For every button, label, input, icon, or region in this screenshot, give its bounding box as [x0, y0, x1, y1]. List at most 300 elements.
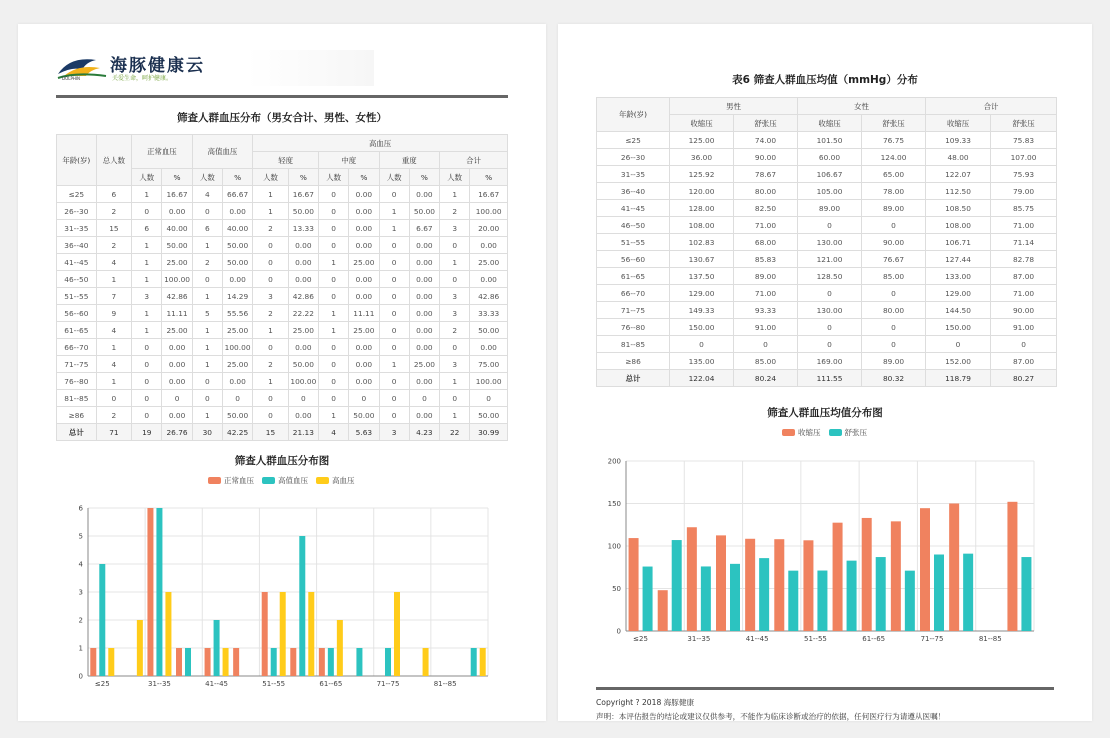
table-cell: 0 — [470, 390, 508, 407]
bar[interactable] — [156, 508, 162, 676]
table-cell: 75.93 — [991, 166, 1057, 183]
table-cell: 11.11 — [162, 305, 192, 322]
table-row — [57, 322, 508, 339]
legend-label: 高值血压 — [278, 476, 308, 485]
table-cell: 133.00 — [926, 268, 991, 285]
table-cell: 150.00 — [670, 319, 734, 336]
y-tick-label: 5 — [78, 532, 83, 541]
bar[interactable] — [108, 648, 114, 676]
table-cell: 122.07 — [926, 166, 991, 183]
table-cell: 0 — [132, 407, 162, 424]
table-cell: 0.00 — [288, 254, 318, 271]
bar[interactable] — [658, 590, 668, 631]
table-cell: 0.00 — [349, 186, 379, 203]
table-cell: 71--75 — [597, 302, 670, 319]
table-cell: 31--35 — [57, 220, 97, 237]
table-cell: 127.44 — [926, 251, 991, 268]
table-row — [57, 305, 508, 322]
bp-mean-table — [596, 97, 1057, 387]
table-cell: 89.00 — [862, 353, 926, 370]
bp-mean-chart — [596, 448, 1066, 648]
table-cell: 108.00 — [670, 217, 734, 234]
bar[interactable] — [949, 504, 959, 632]
table-cell: 93.33 — [734, 302, 798, 319]
bar[interactable] — [99, 564, 105, 676]
bar[interactable] — [319, 648, 325, 676]
legend-swatch — [829, 429, 842, 436]
table-cell: 1 — [253, 322, 288, 339]
table-cell: 55.56 — [222, 305, 252, 322]
table-cell: 0 — [318, 288, 348, 305]
table-cell: 118.79 — [926, 370, 991, 387]
table-cell: 91.00 — [734, 319, 798, 336]
table-cell: 1 — [379, 203, 409, 220]
y-tick-label: 1 — [78, 644, 83, 653]
table-cell: 102.83 — [670, 234, 734, 251]
x-tick-label: ≤25 — [633, 635, 648, 643]
table-cell: 0 — [798, 336, 862, 353]
table-cell: 36--40 — [597, 183, 670, 200]
x-tick-label: 51--55 — [262, 680, 286, 688]
table-cell: 30 — [192, 424, 222, 441]
bar[interactable] — [817, 571, 827, 631]
table-cell: 82.78 — [991, 251, 1057, 268]
table-cell: 1 — [96, 271, 131, 288]
table6-body — [597, 132, 1057, 387]
legend-item[interactable] — [782, 427, 821, 438]
bar[interactable] — [271, 648, 277, 676]
table-cell: 50.00 — [288, 356, 318, 373]
bar[interactable] — [471, 648, 477, 676]
table-cell: 4 — [96, 322, 131, 339]
table-cell: 0.00 — [349, 339, 379, 356]
table-cell: 0.00 — [349, 203, 379, 220]
bar[interactable] — [716, 535, 726, 631]
legend-label: 舒张压 — [844, 428, 867, 437]
table-cell: 25.00 — [222, 322, 252, 339]
table-cell: 0 — [349, 390, 379, 407]
table-cell: 46--50 — [597, 217, 670, 234]
table-cell: 13.33 — [288, 220, 318, 237]
table-cell: 0 — [132, 203, 162, 220]
table-cell: 0 — [132, 390, 162, 407]
table-row — [57, 288, 508, 305]
bar[interactable] — [920, 508, 930, 631]
table-cell: 0 — [318, 271, 348, 288]
table-cell: 71.00 — [734, 217, 798, 234]
bar[interactable] — [337, 620, 343, 676]
table-cell: 71.14 — [991, 234, 1057, 251]
table-cell: 0.00 — [409, 339, 439, 356]
table-cell: 0 — [862, 285, 926, 302]
col-count: 人数 — [440, 169, 470, 186]
table-cell: 1 — [132, 237, 162, 254]
table-cell: 108.00 — [926, 217, 991, 234]
y-tick-label: 4 — [78, 560, 83, 569]
table-cell: 71 — [96, 424, 131, 441]
table-cell: 0 — [798, 319, 862, 336]
col-diastolic: 舒张压 — [734, 115, 798, 132]
table-cell: 80.24 — [734, 370, 798, 387]
table-cell: 26--30 — [57, 203, 97, 220]
table-cell: 0.00 — [162, 356, 192, 373]
bp-distribution-table — [56, 134, 508, 441]
bar[interactable] — [214, 620, 220, 676]
table-cell: 0 — [409, 390, 439, 407]
table-cell: 0 — [132, 339, 162, 356]
bar[interactable] — [643, 567, 653, 631]
table-cell: 1 — [253, 186, 288, 203]
table-cell: 130.00 — [798, 234, 862, 251]
bar[interactable] — [356, 648, 362, 676]
table-cell: 85.00 — [862, 268, 926, 285]
table-cell: 85.83 — [734, 251, 798, 268]
bar[interactable] — [891, 521, 901, 631]
table-cell: ≥86 — [597, 353, 670, 370]
bar[interactable] — [774, 539, 784, 631]
table-cell: 2 — [253, 305, 288, 322]
table-cell: 25.00 — [349, 322, 379, 339]
table-cell: 0 — [798, 217, 862, 234]
bar[interactable] — [328, 648, 334, 676]
table-cell: 129.00 — [926, 285, 991, 302]
table-cell: 1 — [253, 373, 288, 390]
col-all: 合计 — [926, 98, 1057, 115]
table-cell: 6 — [132, 220, 162, 237]
bar[interactable] — [629, 538, 639, 631]
bar[interactable] — [147, 508, 153, 676]
table-cell: 90.00 — [991, 302, 1057, 319]
table-cell: 80.32 — [862, 370, 926, 387]
table-cell: 41--45 — [597, 200, 670, 217]
legend-item[interactable] — [208, 475, 254, 486]
bar[interactable] — [385, 648, 391, 676]
table-cell: 1 — [379, 220, 409, 237]
table-cell: 0 — [991, 336, 1057, 353]
table-cell: 25.00 — [288, 322, 318, 339]
bar[interactable] — [963, 554, 973, 631]
table-cell: 3 — [379, 424, 409, 441]
table-cell: 129.00 — [670, 285, 734, 302]
footer-copyright: Copyright ? 2018 海豚健康 — [596, 698, 695, 707]
table-cell: 80.00 — [862, 302, 926, 319]
table-cell: 25.00 — [470, 254, 508, 271]
bar[interactable] — [90, 648, 96, 676]
col-diastolic: 舒张压 — [991, 115, 1057, 132]
table-cell: 2 — [253, 356, 288, 373]
table-cell: 0 — [379, 390, 409, 407]
bar[interactable] — [1007, 502, 1017, 631]
table-cell: 87.00 — [991, 268, 1057, 285]
table-cell: 0.00 — [409, 186, 439, 203]
table-cell: 2 — [96, 237, 131, 254]
table-cell: 3 — [253, 288, 288, 305]
col-subtotal: 合计 — [440, 152, 508, 169]
bar[interactable] — [701, 566, 711, 631]
table-cell: 1 — [132, 305, 162, 322]
bar[interactable] — [262, 592, 268, 676]
table5-body — [57, 186, 508, 441]
table-cell: 25.00 — [162, 322, 192, 339]
table-cell: 50.00 — [288, 203, 318, 220]
table-cell: 0.00 — [409, 237, 439, 254]
x-tick-label: 81--85 — [433, 680, 457, 688]
bar[interactable] — [934, 555, 944, 632]
table-cell: 50.00 — [470, 322, 508, 339]
x-tick-label: 31--35 — [147, 680, 171, 688]
table-cell: 66--70 — [597, 285, 670, 302]
table-cell: 0.00 — [222, 203, 252, 220]
table-cell: 3 — [440, 356, 470, 373]
table-cell: 21.13 — [288, 424, 318, 441]
table-cell: 50.00 — [222, 237, 252, 254]
chart2-title: 筛查人群血压均值分布图 — [767, 407, 883, 419]
table-cell: 78.00 — [862, 183, 926, 200]
table-cell: 51--55 — [57, 288, 97, 305]
table-cell: 85.75 — [991, 200, 1057, 217]
table-cell: 76.75 — [862, 132, 926, 149]
bar[interactable] — [672, 540, 682, 631]
table-cell: 90.00 — [734, 149, 798, 166]
table-cell: 36.00 — [670, 149, 734, 166]
table-cell: 42.86 — [162, 288, 192, 305]
table-row — [57, 339, 508, 356]
col-pct: % — [409, 169, 439, 186]
table-row — [597, 353, 1057, 370]
table-cell: 76--80 — [597, 319, 670, 336]
table-cell: 1 — [192, 407, 222, 424]
footer-divider — [596, 687, 1054, 690]
chart2-legend — [782, 427, 867, 438]
table-cell: 40.00 — [222, 220, 252, 237]
table-cell: 20.00 — [470, 220, 508, 237]
table-cell: 50.00 — [349, 407, 379, 424]
bar[interactable] — [137, 620, 143, 676]
table-row — [597, 268, 1057, 285]
table-cell: 124.00 — [862, 149, 926, 166]
bar[interactable] — [299, 536, 305, 676]
table-cell: 2 — [192, 254, 222, 271]
table-cell: 75.00 — [470, 356, 508, 373]
x-tick-label: 31--35 — [687, 635, 711, 643]
table-cell: 128.50 — [798, 268, 862, 285]
table-cell: 14.29 — [222, 288, 252, 305]
table-cell: 0.00 — [409, 288, 439, 305]
brand-logo — [56, 50, 374, 86]
x-tick-label: 71--75 — [376, 680, 400, 688]
bar[interactable] — [833, 523, 843, 631]
bar[interactable] — [687, 527, 697, 631]
legend-swatch — [262, 477, 275, 484]
table-cell: 1 — [192, 339, 222, 356]
table-cell: 0.00 — [162, 407, 192, 424]
table-cell: 90.00 — [862, 234, 926, 251]
table-row — [597, 200, 1057, 217]
col-pct: % — [470, 169, 508, 186]
table-cell: 0 — [379, 237, 409, 254]
bar[interactable] — [788, 571, 798, 631]
table-cell: 0 — [440, 390, 470, 407]
col-pct: % — [349, 169, 379, 186]
table-cell: 74.00 — [734, 132, 798, 149]
table-cell: 25.00 — [162, 254, 192, 271]
col-high-normal: 高值血压 — [192, 135, 253, 169]
bar[interactable] — [423, 648, 429, 676]
table-cell: 总计 — [57, 424, 97, 441]
table-cell: 0.00 — [349, 271, 379, 288]
table-cell: 3 — [132, 288, 162, 305]
table-cell: 6.67 — [409, 220, 439, 237]
table-row — [597, 166, 1057, 183]
table-row — [597, 285, 1057, 302]
table-cell: 128.00 — [670, 200, 734, 217]
bar[interactable] — [862, 518, 872, 631]
table-cell: 1 — [192, 237, 222, 254]
table-row — [597, 336, 1057, 353]
table-cell: 0 — [96, 390, 131, 407]
col-count: 人数 — [253, 169, 288, 186]
table-cell: 0 — [253, 271, 288, 288]
chart1-title: 筛查人群血压分布图 — [234, 455, 330, 467]
table-cell: 112.50 — [926, 183, 991, 200]
table-cell: 25.00 — [349, 254, 379, 271]
table-cell: 51--55 — [597, 234, 670, 251]
table-cell: 0.00 — [409, 407, 439, 424]
bar[interactable] — [176, 648, 182, 676]
table-row — [57, 407, 508, 424]
table-cell: 0 — [318, 356, 348, 373]
table-cell: 122.04 — [670, 370, 734, 387]
bar[interactable] — [290, 648, 296, 676]
bar[interactable] — [223, 648, 229, 676]
table-cell: 0 — [798, 285, 862, 302]
table-cell: 22.22 — [288, 305, 318, 322]
table-row — [57, 373, 508, 390]
table-cell: 66--70 — [57, 339, 97, 356]
bar[interactable] — [905, 571, 915, 631]
table-cell: 40.00 — [162, 220, 192, 237]
table-cell: 50.00 — [222, 254, 252, 271]
table-cell: 65.00 — [862, 166, 926, 183]
table-cell: 0 — [379, 254, 409, 271]
bar[interactable] — [308, 592, 314, 676]
bar[interactable] — [280, 592, 286, 676]
table-cell: 85.00 — [734, 353, 798, 370]
table-cell: 169.00 — [798, 353, 862, 370]
table-cell: 100.00 — [162, 271, 192, 288]
table-cell: 0 — [379, 339, 409, 356]
table-row — [597, 132, 1057, 149]
col-count: 人数 — [379, 169, 409, 186]
table-cell: 1 — [96, 339, 131, 356]
table-cell: 15 — [253, 424, 288, 441]
y-tick-label: 0 — [78, 672, 83, 681]
table-cell: 61--65 — [57, 322, 97, 339]
y-tick-label: 6 — [78, 504, 83, 513]
report-page-right — [558, 24, 1092, 721]
table-cell: 0 — [379, 305, 409, 322]
legend-item[interactable] — [316, 475, 355, 486]
table-cell: 0.00 — [288, 271, 318, 288]
table-cell: 0.00 — [288, 237, 318, 254]
legend-item[interactable] — [829, 427, 868, 438]
table-cell: 33.33 — [470, 305, 508, 322]
bar[interactable] — [745, 539, 755, 631]
table-cell: 89.00 — [798, 200, 862, 217]
table-cell: 76--80 — [57, 373, 97, 390]
col-normal: 正常血压 — [132, 135, 193, 169]
table-cell: 80.00 — [734, 183, 798, 200]
table-cell: 41--45 — [57, 254, 97, 271]
legend-label: 正常血压 — [224, 476, 254, 485]
bar[interactable] — [876, 557, 886, 631]
bar[interactable] — [759, 558, 769, 631]
table-cell: 130.67 — [670, 251, 734, 268]
table-cell: 0.00 — [349, 373, 379, 390]
bar[interactable] — [730, 564, 740, 631]
table-row — [597, 149, 1057, 166]
bar[interactable] — [803, 540, 813, 631]
table-cell: 0 — [318, 220, 348, 237]
table-cell: 0.00 — [288, 407, 318, 424]
table-cell: 0 — [253, 254, 288, 271]
bar[interactable] — [394, 592, 400, 676]
col-hypertension: 高血压 — [253, 135, 508, 152]
bar[interactable] — [847, 561, 857, 631]
bar[interactable] — [165, 592, 171, 676]
col-age: 年龄(岁) — [57, 135, 97, 186]
bar[interactable] — [185, 648, 191, 676]
table-cell: 100.00 — [470, 203, 508, 220]
table-cell: 0 — [926, 336, 991, 353]
bar[interactable] — [205, 648, 211, 676]
chart1-legend — [208, 475, 355, 486]
bar[interactable] — [1021, 557, 1031, 631]
table-cell: 0 — [192, 203, 222, 220]
table-cell: 3 — [440, 220, 470, 237]
table-row — [597, 234, 1057, 251]
table-cell: 2 — [96, 407, 131, 424]
table-cell: 5.63 — [349, 424, 379, 441]
legend-item[interactable] — [262, 475, 308, 486]
bar[interactable] — [480, 648, 486, 676]
y-tick-label: 150 — [607, 500, 621, 508]
table-cell: 0.00 — [409, 373, 439, 390]
x-tick-label: ≤25 — [94, 680, 110, 688]
table-cell: 1 — [318, 322, 348, 339]
table-cell: 0 — [440, 271, 470, 288]
table-cell: 0 — [379, 288, 409, 305]
table-cell: 16.67 — [162, 186, 192, 203]
table-cell: 0.00 — [409, 322, 439, 339]
table-cell: 106.67 — [798, 166, 862, 183]
table-cell: 0 — [192, 373, 222, 390]
col-count: 人数 — [318, 169, 348, 186]
x-tick-label: 81--85 — [978, 635, 1002, 643]
table-cell: 0 — [862, 319, 926, 336]
table-cell: 42.86 — [288, 288, 318, 305]
col-pct: % — [222, 169, 252, 186]
table-cell: 0.00 — [162, 373, 192, 390]
table-cell: 0 — [379, 373, 409, 390]
table-row — [597, 183, 1057, 200]
table-cell: 150.00 — [926, 319, 991, 336]
table-cell: 78.67 — [734, 166, 798, 183]
table-cell: ≥86 — [57, 407, 97, 424]
bar[interactable] — [233, 648, 239, 676]
x-tick-label: 51--55 — [803, 635, 827, 643]
y-tick-label: 100 — [607, 542, 621, 551]
